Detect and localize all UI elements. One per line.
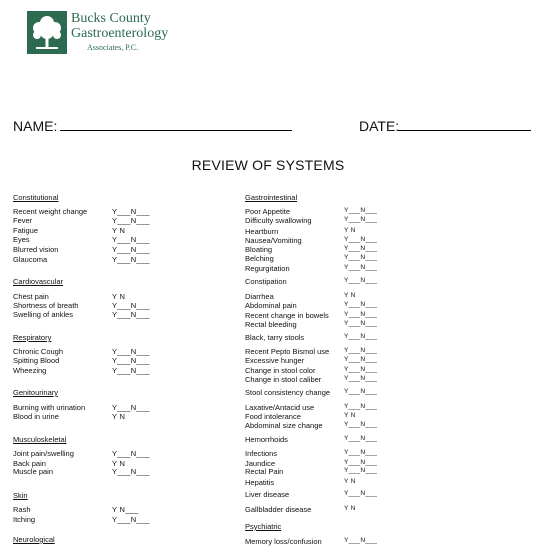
symptom-label: Bloating: [245, 245, 273, 254]
yes-no-response[interactable]: Y___N___: [112, 347, 150, 356]
symptom-label: Glaucoma: [13, 255, 48, 264]
yes-no-response[interactable]: Y___N___: [112, 515, 150, 524]
yes-no-response[interactable]: Y___N___: [112, 467, 150, 476]
section-header: Cardiovascular: [13, 277, 64, 286]
yes-no-response[interactable]: Y___N___: [344, 388, 378, 395]
yes-no-response[interactable]: Y___N___: [344, 311, 378, 318]
yes-no-response[interactable]: Y N: [344, 478, 356, 485]
yes-no-response[interactable]: Y___N___: [344, 301, 378, 308]
logo-line-2: Gastroenterology: [71, 26, 169, 41]
symptom-label: Recent change in bowels: [245, 311, 329, 320]
yes-no-response[interactable]: Y___N___: [344, 435, 378, 442]
symptom-label: Diarrhea: [245, 292, 274, 301]
symptom-label: Memory loss/confusion: [245, 537, 322, 546]
yes-no-response[interactable]: Y N: [344, 227, 356, 234]
yes-no-response[interactable]: Y___N___: [344, 264, 378, 271]
yes-no-response[interactable]: Y___N___: [344, 490, 378, 497]
tree-icon: [27, 11, 67, 54]
symptom-label: Swelling of ankles: [13, 310, 74, 319]
section-header: Neurological: [13, 535, 55, 544]
yes-no-response[interactable]: Y___N___: [344, 347, 378, 354]
section-header: Constitutional: [13, 193, 59, 202]
yes-no-response[interactable]: Y___N___: [344, 236, 378, 243]
symptom-label: Jaundice: [245, 459, 276, 468]
date-label: DATE:: [359, 118, 400, 134]
symptom-label: Chest pain: [13, 292, 49, 301]
yes-no-response[interactable]: Y N: [112, 459, 126, 468]
yes-no-response[interactable]: Y___N___: [112, 366, 150, 375]
yes-no-response[interactable]: Y___N___: [112, 207, 150, 216]
symptom-label: Black, tarry stools: [245, 333, 305, 342]
yes-no-response[interactable]: Y___N___: [344, 421, 378, 428]
symptom-label: Recent weight change: [13, 207, 88, 216]
yes-no-response[interactable]: Y___N___: [112, 216, 150, 225]
yes-no-response[interactable]: Y___N___: [344, 254, 378, 261]
yes-no-response[interactable]: Y___N___: [344, 366, 378, 373]
yes-no-response[interactable]: Y___N___: [112, 245, 150, 254]
symptom-label: Back pain: [13, 459, 46, 468]
yes-no-response[interactable]: Y___N___: [344, 459, 378, 466]
symptom-label: Spitting Blood: [13, 356, 60, 365]
yes-no-response[interactable]: Y___N___: [344, 216, 378, 223]
symptom-label: Hepatitis: [245, 478, 275, 487]
symptom-label: Recent Pepto Bismol use: [245, 347, 330, 356]
symptom-label: Eyes: [13, 235, 30, 244]
symptom-label: Regurgitation: [245, 264, 290, 273]
symptom-label: Abdominal size change: [245, 421, 323, 430]
symptom-label: Shortness of breath: [13, 301, 79, 310]
symptom-label: Fatigue: [13, 226, 39, 235]
logo-line-1: Bucks County: [71, 11, 151, 26]
symptom-label: Infections: [245, 449, 278, 458]
yes-no-response[interactable]: Y___N___: [112, 403, 150, 412]
yes-no-response[interactable]: Y___N___: [344, 333, 378, 340]
yes-no-response[interactable]: Y___N___: [344, 277, 378, 284]
section-header: Musculoskeletal: [13, 435, 67, 444]
yes-no-response[interactable]: Y___N___: [344, 245, 378, 252]
yes-no-response[interactable]: Y___N___: [344, 320, 378, 327]
symptom-label: Hemorrhoids: [245, 435, 288, 444]
yes-no-response[interactable]: Y___N___: [344, 207, 378, 214]
symptom-label: Rectal Pain: [245, 467, 284, 476]
yes-no-response[interactable]: Y___N___: [344, 356, 378, 363]
symptom-label: Heartburn: [245, 227, 279, 236]
name-field[interactable]: [60, 130, 292, 131]
section-header: Skin: [13, 491, 28, 500]
symptom-label: Excessive hunger: [245, 356, 305, 365]
section-header: Gastrointestinal: [245, 193, 298, 202]
yes-no-response[interactable]: Y___N___: [112, 356, 150, 365]
yes-no-response[interactable]: Y N: [344, 292, 356, 299]
symptom-label: Laxative/Antacid use: [245, 403, 315, 412]
yes-no-response[interactable]: Y___N___: [344, 449, 378, 456]
yes-no-response[interactable]: Y N: [112, 292, 126, 301]
yes-no-response[interactable]: Y___N___: [344, 537, 378, 544]
yes-no-response[interactable]: Y___N___: [344, 403, 378, 410]
logo-line-3: Associates, P.C.: [87, 43, 139, 52]
symptom-label: Burning with urination: [13, 403, 86, 412]
symptom-label: Joint pain/swelling: [13, 449, 74, 458]
symptom-label: Belching: [245, 254, 274, 263]
symptom-label: Gallbladder disease: [245, 505, 312, 514]
symptom-label: Abdominal pain: [245, 301, 297, 310]
yes-no-response[interactable]: Y N: [112, 226, 126, 235]
symptom-label: Fever: [13, 216, 33, 225]
page-title: REVIEW OF SYSTEMS: [191, 157, 345, 173]
yes-no-response[interactable]: Y N: [344, 412, 356, 419]
section-header: Genitourinary: [13, 388, 59, 397]
yes-no-response[interactable]: Y___N___: [112, 255, 150, 264]
yes-no-response[interactable]: Y___N___: [112, 449, 150, 458]
symptom-label: Blurred vision: [13, 245, 59, 254]
symptom-label: Nausea/Vomiting: [245, 236, 302, 245]
yes-no-response[interactable]: Y___N___: [344, 375, 378, 382]
yes-no-response[interactable]: Y___N___: [112, 235, 150, 244]
symptom-label: Poor Appetite: [245, 207, 291, 216]
symptom-label: Change in stool color: [245, 366, 316, 375]
symptom-label: Rectal bleeding: [245, 320, 297, 329]
symptom-label: Chronic Cough: [13, 347, 64, 356]
yes-no-response[interactable]: Y___N___: [344, 467, 378, 474]
symptom-label: Food intolerance: [245, 412, 301, 421]
symptom-label: Liver disease: [245, 490, 290, 499]
symptom-label: Rash: [13, 505, 31, 514]
yes-no-response[interactable]: Y___N___: [112, 301, 150, 310]
yes-no-response[interactable]: Y N___: [112, 505, 139, 514]
symptom-label: Wheezing: [13, 366, 47, 375]
symptom-label: Stool consistency change: [245, 388, 331, 397]
yes-no-response[interactable]: Y N: [344, 505, 356, 512]
name-label: NAME:: [13, 118, 58, 134]
section-header: Psychiatric: [245, 522, 282, 531]
practice-logo: [27, 11, 177, 57]
symptom-label: Muscle pain: [13, 467, 54, 476]
yes-no-response[interactable]: Y___N___: [112, 310, 150, 319]
symptom-label: Constipation: [245, 277, 287, 286]
yes-no-response[interactable]: Y N: [112, 412, 126, 421]
symptom-label: Difficulty swallowing: [245, 216, 312, 225]
symptom-label: Itching: [13, 515, 36, 524]
symptom-label: Blood in urine: [13, 412, 59, 421]
section-header: Respiratory: [13, 333, 52, 342]
date-field[interactable]: [398, 130, 531, 131]
symptom-label: Change in stool caliber: [245, 375, 322, 384]
